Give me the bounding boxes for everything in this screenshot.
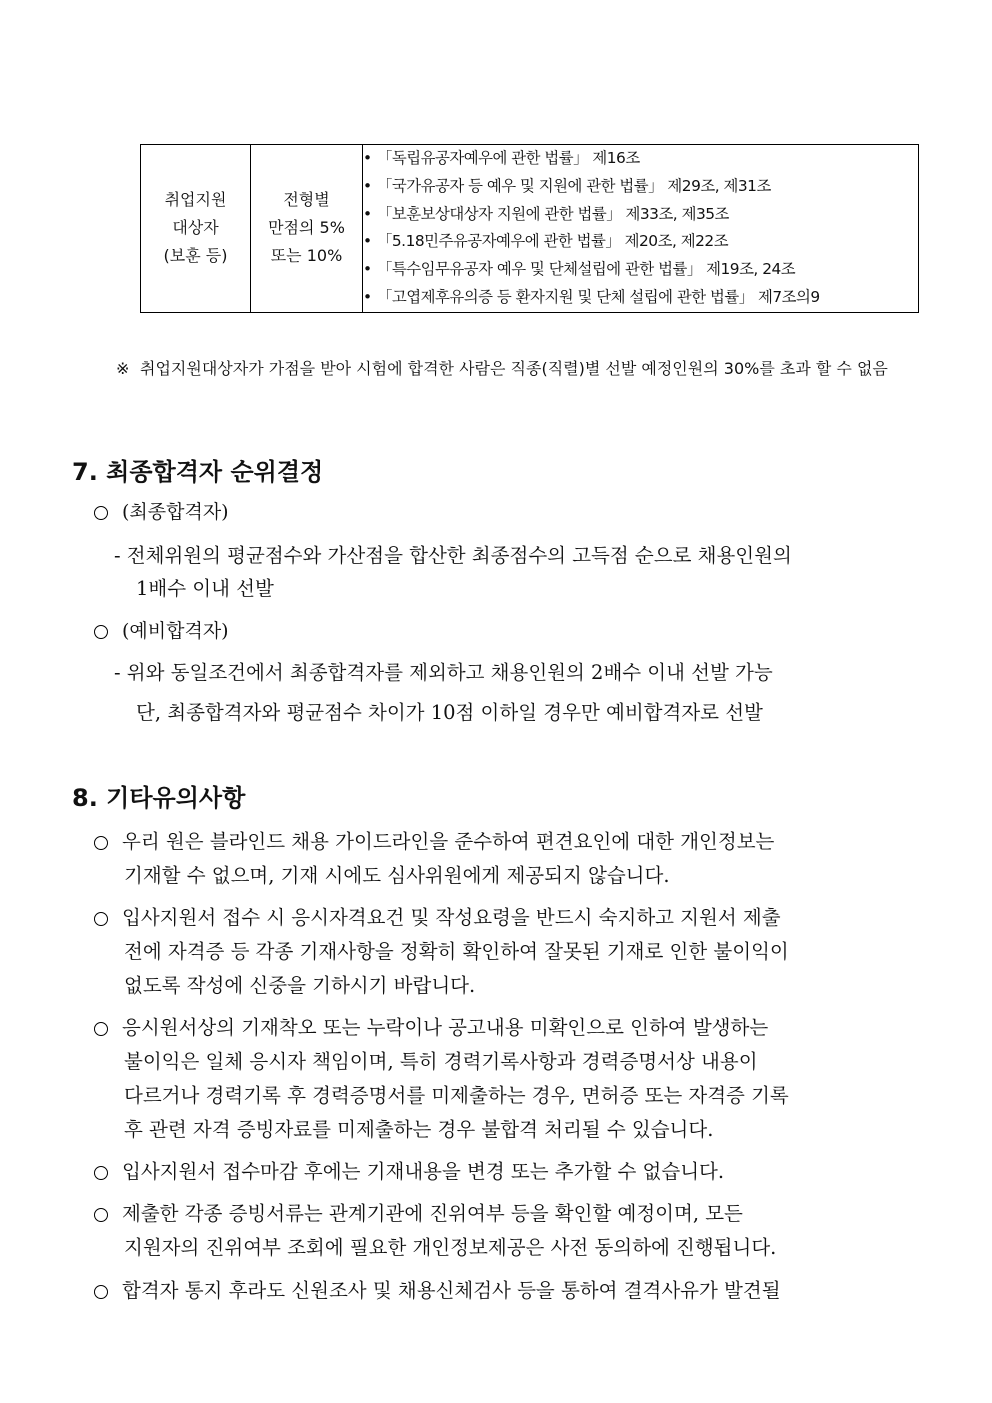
final-passer-label-row bbox=[94, 497, 229, 524]
circle-bullet-icon bbox=[94, 506, 108, 520]
notice-line: 후 관련 자격 증빙자료를 미제출하는 경우 불합격 처리될 수 있습니다. bbox=[124, 1118, 714, 1141]
circle-bullet-icon bbox=[94, 1166, 108, 1180]
circle-bullet-icon bbox=[94, 1022, 108, 1036]
notice-line: 없도록 작성에 신중을 기하시기 바랍니다. bbox=[124, 974, 476, 997]
bullet-icon: • bbox=[363, 204, 372, 223]
reserve-passer-line: - 위와 동일조건에서 최종합격자를 제외하고 채용인원의 2배수 이내 선발 가능 bbox=[114, 661, 773, 684]
bullet-icon: • bbox=[363, 232, 372, 251]
law-item: • 「특수임무유공자 예우 및 단체설립에 관한 법률」 제19조, 24조 bbox=[363, 256, 918, 284]
notice-line: 기재할 수 없으며, 기재 시에도 심사위원에게 제공되지 않습니다. bbox=[124, 864, 670, 887]
bonus-cell bbox=[251, 145, 363, 313]
notice-line: 전에 자격증 등 각종 기재사항을 정확히 확인하여 잘못된 기재로 인한 불이익이 bbox=[124, 940, 789, 963]
law-item: • 「5.18민주유공자예우에 관한 법률」 제20조, 제22조 bbox=[363, 228, 918, 256]
notice-item: 제출한 각종 증빙서류는 관계기관에 진위여부 등을 확인할 예정이며, 모든 bbox=[94, 1198, 743, 1226]
law-item: • 「고엽제후유의증 등 환자지원 및 단체 설립에 관한 법률」 제7조의9 bbox=[363, 284, 918, 312]
quota-note bbox=[116, 356, 916, 381]
reference-mark-icon: ※ bbox=[116, 359, 130, 378]
bonus-line: 또는 10% bbox=[270, 246, 343, 266]
section-7-heading: 7. 최종합격자 순위결정 bbox=[72, 458, 324, 486]
notice-item: 응시원서상의 기재착오 또는 누락이나 공고내용 미확인으로 인하여 발생하는 bbox=[94, 1012, 768, 1040]
target-line: 취업지원 bbox=[164, 190, 227, 210]
law-list-cell bbox=[363, 145, 919, 313]
table-row bbox=[141, 145, 919, 313]
bullet-icon: • bbox=[363, 149, 372, 167]
final-passer-label: (최종합격자) bbox=[122, 501, 229, 523]
law-item: • 「국가유공자 등 예우 및 지원에 관한 법률」 제29조, 제31조 bbox=[363, 173, 918, 201]
target-line: (보훈 등) bbox=[163, 246, 228, 266]
reserve-passer-label-row bbox=[94, 616, 229, 643]
bonus-line: 전형별 bbox=[283, 190, 330, 210]
note-text: 취업지원대상자가 가점을 받아 시험에 합격한 사람은 직종(직렬)별 선발 예정인원의 30%를 초과 할 수 없음 bbox=[140, 359, 888, 378]
bonus-line: 만점의 5% bbox=[268, 218, 345, 238]
law-item: • 「보훈보상대상자 지원에 관한 법률」 제33조, 제35조 bbox=[363, 201, 918, 229]
circle-bullet-icon bbox=[94, 836, 108, 850]
target-cell bbox=[141, 145, 251, 313]
circle-bullet-icon bbox=[94, 625, 108, 639]
reserve-passer-label: (예비합격자) bbox=[122, 620, 229, 642]
law-item: • 「독립유공자예우에 관한 법률」 제16조 bbox=[363, 145, 918, 173]
bullet-icon: • bbox=[363, 287, 372, 306]
circle-bullet-icon bbox=[94, 912, 108, 926]
notice-line: 다르거나 경력기록 후 경력증명서를 미제출하는 경우, 면허증 또는 자격증 기록 bbox=[124, 1084, 789, 1107]
notice-item: 우리 원은 블라인드 채용 가이드라인을 준수하여 편견요인에 대한 개인정보는 bbox=[94, 826, 774, 854]
circle-bullet-icon bbox=[94, 1285, 108, 1299]
notice-item: 합격자 통지 후라도 신원조사 및 채용신체검사 등을 통하여 결격사유가 발견될 bbox=[94, 1275, 781, 1303]
support-target-table bbox=[140, 144, 919, 313]
final-passer-line: 1배수 이내 선발 bbox=[136, 577, 274, 600]
notice-line: 지원자의 진위여부 조회에 필요한 개인정보제공은 사전 동의하에 진행됩니다. bbox=[124, 1236, 777, 1259]
circle-bullet-icon bbox=[94, 1208, 108, 1222]
section-8-heading: 8. 기타유의사항 bbox=[72, 784, 246, 812]
bullet-icon: • bbox=[363, 260, 372, 279]
reserve-passer-line: 단, 최종합격자와 평균점수 차이가 10점 이하일 경우만 예비합격자로 선발 bbox=[136, 701, 763, 724]
bullet-icon: • bbox=[363, 176, 372, 195]
target-line: 대상자 bbox=[172, 218, 219, 238]
final-passer-line: - 전체위원의 평균점수와 가산점을 합산한 최종점수의 고득점 순으로 채용인원의 bbox=[114, 544, 792, 567]
notice-item: 입사지원서 접수 시 응시자격요건 및 작성요령을 반드시 숙지하고 지원서 제출 bbox=[94, 902, 781, 930]
notice-item: 입사지원서 접수마감 후에는 기재내용을 변경 또는 추가할 수 없습니다. bbox=[94, 1156, 724, 1184]
notice-line: 불이익은 일체 응시자 책임이며, 특히 경력기록사항과 경력증명서상 내용이 bbox=[124, 1050, 758, 1073]
